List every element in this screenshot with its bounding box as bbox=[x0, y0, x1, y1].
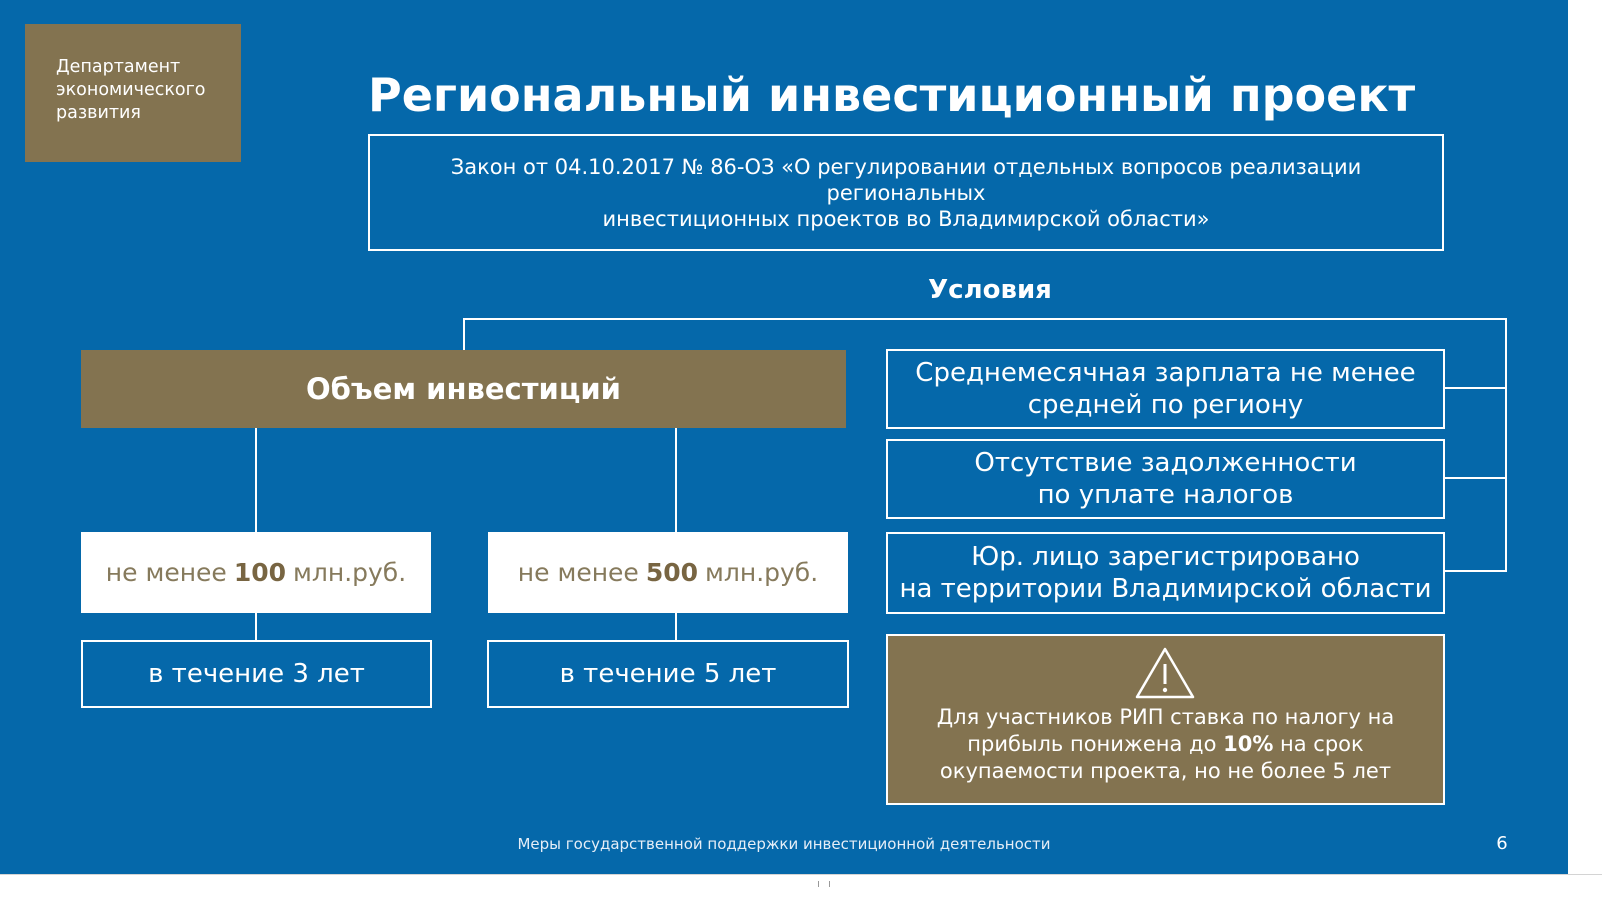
tax-note-line: окупаемости проекта, но не более 5 лет bbox=[939, 759, 1392, 783]
connector-line bbox=[463, 318, 465, 350]
condition-no-tax-debt bbox=[886, 439, 1445, 519]
page-number: 6 bbox=[1496, 833, 1508, 854]
connector-line bbox=[463, 318, 1507, 320]
investment-amount-100 bbox=[81, 532, 431, 613]
department-badge bbox=[25, 24, 241, 162]
condition-salary bbox=[886, 349, 1445, 429]
page-title: Региональный инвестиционный проект bbox=[368, 68, 1416, 122]
conditions-heading: Условия bbox=[928, 275, 1052, 305]
law-reference-box bbox=[368, 134, 1444, 251]
connector-line bbox=[1505, 318, 1507, 572]
amount-value: 100 bbox=[233, 558, 287, 587]
connector-line bbox=[675, 613, 677, 640]
connector-line bbox=[255, 613, 257, 640]
scrollbar-grip-icon[interactable] bbox=[818, 881, 830, 887]
condition-text-line: по уплате налогов bbox=[1037, 480, 1294, 510]
condition-text-line: средней по региону bbox=[1027, 390, 1304, 420]
amount-prefix: не менее bbox=[517, 558, 639, 587]
connector-line bbox=[675, 428, 677, 532]
connector-line bbox=[255, 428, 257, 532]
investment-term-5-years: в течение 5 лет bbox=[487, 640, 849, 708]
condition-text-line: Отсутствие задолженности bbox=[974, 448, 1357, 478]
vertical-scrollbar[interactable] bbox=[1568, 0, 1602, 874]
tax-note-line bbox=[888, 731, 1443, 758]
department-line: экономического bbox=[56, 80, 206, 100]
warning-icon bbox=[1134, 646, 1196, 700]
tax-note-text: прибыль понижена до bbox=[967, 732, 1224, 756]
tax-note-text: на срок bbox=[1273, 732, 1364, 756]
connector-line bbox=[1445, 387, 1507, 389]
department-line: Департамент bbox=[56, 57, 181, 77]
condition-text-line: Среднемесячная зарплата не менее bbox=[915, 358, 1416, 388]
amount-prefix: не менее bbox=[105, 558, 227, 587]
footer-caption: Меры государственной поддержки инвестиционной деятельности bbox=[517, 835, 1051, 853]
investment-term-3-years: в течение 3 лет bbox=[81, 640, 432, 708]
amount-value: 500 bbox=[645, 558, 699, 587]
amount-unit: млн.руб. bbox=[705, 558, 819, 587]
investment-amount-500 bbox=[488, 532, 848, 613]
condition-text-line: Юр. лицо зарегистрировано bbox=[971, 542, 1360, 572]
department-line: развития bbox=[56, 103, 141, 123]
connector-line bbox=[1445, 570, 1507, 572]
condition-text-line: на территории Владимирской области bbox=[899, 574, 1432, 604]
law-text-line: инвестиционных проектов во Владимирской области» bbox=[602, 206, 1210, 231]
investment-volume-header: Объем инвестиций bbox=[81, 350, 846, 428]
condition-registration bbox=[886, 532, 1445, 614]
horizontal-scrollbar[interactable] bbox=[0, 874, 1602, 903]
tax-note-line: Для участников РИП ставка по налогу на bbox=[936, 705, 1395, 729]
law-text-line: Закон от 04.10.2017 № 86-ОЗ «О регулировании отдельных вопросов реализации региональных bbox=[450, 154, 1362, 205]
connector-line bbox=[1445, 477, 1507, 479]
tax-rate-value: 10% bbox=[1223, 732, 1274, 756]
amount-unit: млн.руб. bbox=[293, 558, 407, 587]
tax-benefit-note bbox=[886, 634, 1445, 805]
